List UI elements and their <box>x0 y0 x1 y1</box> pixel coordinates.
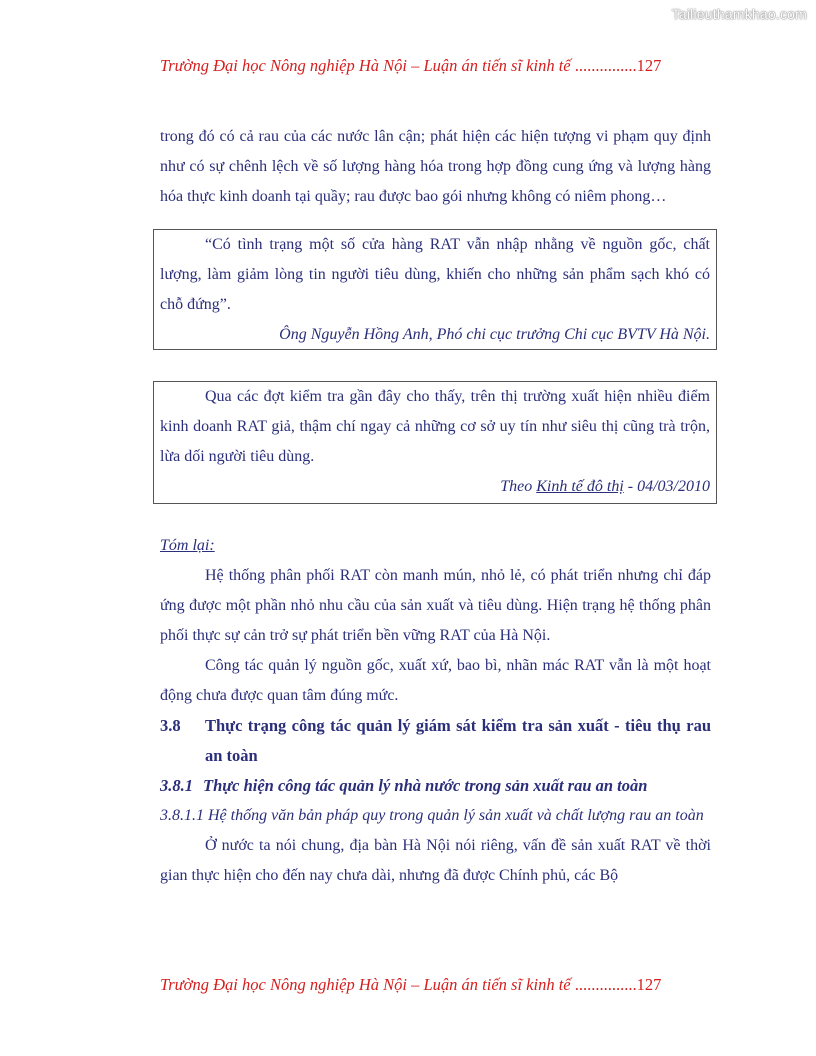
quote-box-1 <box>153 229 717 350</box>
quote-box-2-attribution <box>160 472 710 502</box>
running-footer-text: Trường Đại học Nông nghiệp Hà Nội – Luận án tiến sĩ kinh tế <box>160 975 571 994</box>
attribution-date: - 04/03/2010 <box>623 478 710 495</box>
subsubsection-text <box>160 801 704 831</box>
section-number: 3.8 <box>160 716 181 735</box>
page-body <box>160 122 711 891</box>
section-heading <box>160 711 711 771</box>
running-footer-leader: ............... <box>570 975 637 994</box>
running-header-leader: ............... <box>570 56 637 75</box>
final-paragraph: Ở nước ta nói chung, địa bàn Hà Nội nói riêng, vấn đề sản xuất RAT về thời gian thực hiện cho đến nay chưa dài, nhưng đã được Chính phủ, các Bộ <box>160 837 711 884</box>
section-title: Thực trạng công tác quản lý giám sát kiểm tra sản xuất - tiêu thụ rau an toàn <box>205 716 711 765</box>
quote-box-1-attribution: Ông Nguyễn Hồng Anh, Phó chi cục trưởng Chi cục BVTV Hà Nội. <box>279 326 710 343</box>
quote-box-2-text: Qua các đợt kiểm tra gần đây cho thấy, trên thị trường xuất hiện nhiều điểm kinh doanh RAT giả, thậm chí ngay cả những cơ sở uy tín như siêu thị cũng trà trộn, lừa dối người tiêu dùng. <box>160 388 710 465</box>
quote-box-1-text: “Có tình trạng một số cửa hàng RAT vẫn nhập nhằng về nguồn gốc, chất lượng, làm giảm lòng tin người tiêu dùng, khiến cho những sản phẩm sạch khó có chỗ đứng”. <box>160 236 710 313</box>
watermark: Tailieuthamkhao.com <box>671 6 807 22</box>
running-footer-page-number: 127 <box>636 975 662 994</box>
running-header-text: Trường Đại học Nông nghiệp Hà Nội – Luận án tiến sĩ kinh tế <box>160 56 571 75</box>
attribution-prefix: Theo <box>500 478 537 495</box>
subsubsection-number: 3.8.1.1 <box>160 807 204 824</box>
running-header <box>160 56 720 76</box>
subsubsection-heading <box>160 801 711 831</box>
running-footer <box>160 975 720 995</box>
summary-paragraph-2: Công tác quản lý nguồn gốc, xuất xứ, bao bì, nhãn mác RAT vẫn là một hoạt động chưa được quan tâm đúng mức. <box>160 657 711 704</box>
intro-paragraph: trong đó có cả rau của các nước lân cận; phát hiện các hiện tượng vi phạm quy định như có sự chênh lệch về số lượng hàng hóa trong hợp đồng cung ứng và lượng hàng hóa thực kinh doanh tại quầy; rau được bao gói nhưng không có niêm phong… <box>160 128 711 205</box>
subsection-number: 3.8.1 <box>160 776 193 795</box>
summary-label: Tóm lại: <box>160 537 215 554</box>
quote-box-2 <box>153 381 717 504</box>
attribution-source-link[interactable]: Kinh tế đô thị <box>536 478 624 495</box>
subsection-title: Thực hiện công tác quản lý nhà nước trong sản xuất rau an toàn <box>203 776 648 795</box>
subsubsection-title: Hệ thống văn bản pháp quy trong quản lý sản xuất và chất lượng rau an toàn <box>208 807 704 824</box>
subsection-heading <box>160 771 711 801</box>
running-header-page-number: 127 <box>636 56 662 75</box>
summary-paragraph-1: Hệ thống phân phối RAT còn manh mún, nhỏ lẻ, có phát triển nhưng chỉ đáp ứng được một phần nhỏ nhu cầu của sản xuất và tiêu dùng. Hiện trạng hệ thống phân phối thực sự cản trở sự phát triển bền vững RAT của Hà Nội. <box>160 567 711 644</box>
